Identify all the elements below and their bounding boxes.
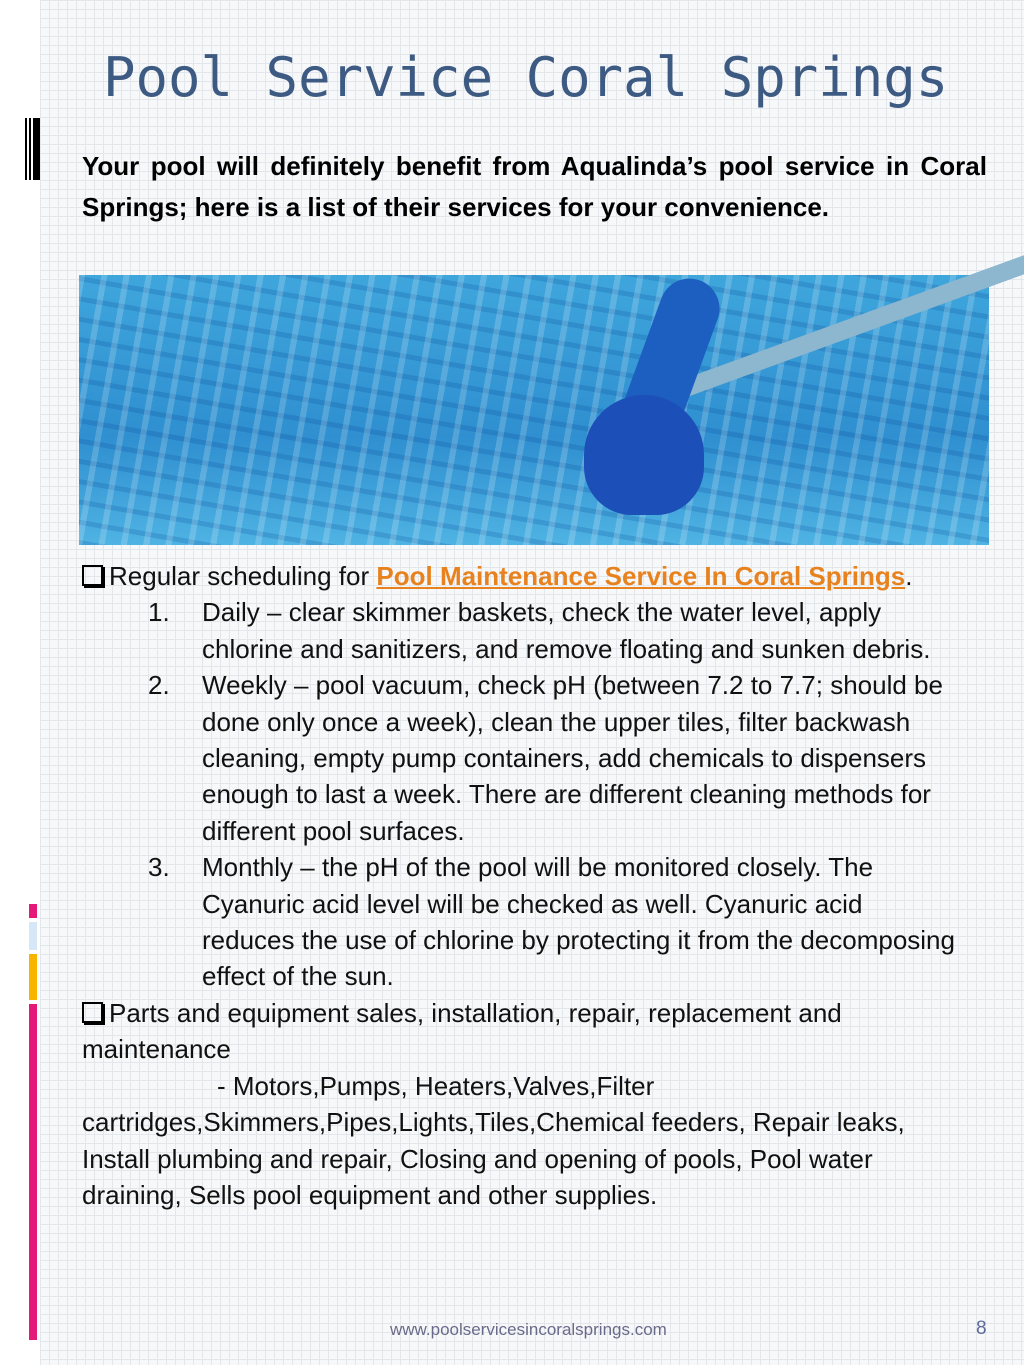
- pool-maintenance-link[interactable]: Pool Maintenance Service In Coral Springs: [376, 561, 906, 591]
- parts-detail-text: - Motors,Pumps, Heaters,Valves,Filter cartridges,Skimmers,Pipes,Lights,Tiles,Chemical feeders, Repair leaks, Install plumbing and repair, Closing and opening of pools, Pool water draining, Sells pool equipment and other supplies.: [82, 1070, 905, 1210]
- list-item: [82, 849, 962, 995]
- accent-bar-pink-long: [29, 1004, 37, 1340]
- vacuum-head: [584, 395, 704, 515]
- page-title: Pool Service Coral Springs: [103, 46, 949, 109]
- list-item: [82, 594, 962, 667]
- accent-bar-pink-small: [29, 904, 37, 918]
- item-text: Monthly – the pH of the pool will be monitored closely. The Cyanuric acid level will be checked as well. Cyanuric acid reduces the use of chlorine by protecting it from the decomposing effect of the sun.: [202, 852, 955, 992]
- accent-bar-orange: [29, 954, 37, 1000]
- barcode-decoration: [25, 118, 40, 180]
- item-text: Daily – clear skimmer baskets, check the water level, apply chlorine and sanitizers, and remove floating and sunken debris.: [202, 597, 931, 664]
- parts-detail: [82, 1068, 962, 1214]
- section-scheduling: [82, 558, 962, 594]
- page-number: 8: [976, 1318, 987, 1339]
- section-parts: [82, 995, 962, 1068]
- intro-paragraph: Your pool will definitely benefit from Aqualinda’s pool service in Coral Springs; here is a list of their services for your convenience.: [82, 151, 987, 222]
- schedule-list: [82, 594, 962, 994]
- section-label: Regular scheduling for: [109, 561, 377, 591]
- item-number: 2.: [148, 670, 170, 701]
- pool-cleaner-photo: [79, 275, 989, 545]
- item-text: Weekly – pool vacuum, check pH (between 7.2 to 7.7; should be done only once a week), clean the upper tiles, filter backwash cleaning, empty pump containers, add chemicals to dispensers enough to last a week. There are different cleaning methods for different pool surfaces.: [202, 670, 943, 846]
- section-label: Parts and equipment sales, installation, repair, replacement and maintenance: [82, 997, 842, 1065]
- item-number: 3.: [148, 852, 170, 883]
- list-item: [82, 667, 962, 849]
- footer-url: www.poolservicesincoralsprings.com: [390, 1320, 667, 1339]
- period: .: [905, 561, 913, 591]
- accent-bar-blue: [29, 922, 37, 950]
- item-number: 1.: [148, 597, 170, 628]
- checkbox-bullet-icon: [82, 1002, 103, 1023]
- content: [82, 558, 962, 1213]
- checkbox-bullet-icon: [82, 565, 103, 586]
